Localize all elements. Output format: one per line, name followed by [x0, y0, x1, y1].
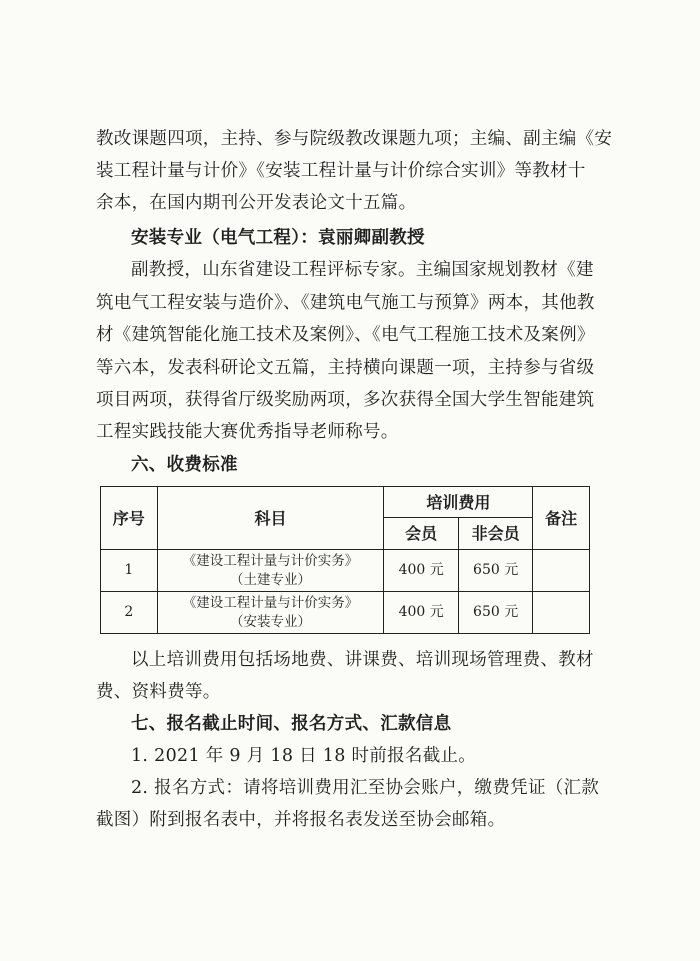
item-2-line-2: 截图）附到报名表中，并将报名表发送至协会邮箱。 [96, 810, 506, 830]
header-remark: 备注 [533, 487, 590, 550]
header-fee-group: 培训费用 [384, 487, 533, 518]
bio-line-6: 工程实践技能大赛优秀指导老师称号。 [96, 422, 399, 442]
row-subject [157, 550, 384, 592]
bio-line-1: 副教授，山东省建设工程评标专家。主编国家规划教材《建 [131, 260, 594, 280]
fee-note-line-2: 费、资料费等。 [96, 682, 221, 702]
header-subject: 科目 [157, 487, 384, 550]
intro-line-1: 教改课题四项，主持、参与院级教改课题九项；主编、副主编《安 [96, 129, 613, 149]
item-1: 1. 2021 年 9 月 18 日 18 时前报名截止。 [131, 746, 477, 766]
table-row [101, 592, 590, 634]
row-seq: 2 [101, 592, 158, 634]
subject-line-1: 《建设工程计量与计价实务》 [182, 552, 359, 569]
row-non-member-fee: 650 元 [458, 592, 532, 634]
row-subject [157, 592, 384, 634]
table-row [101, 550, 590, 592]
row-seq: 1 [101, 550, 158, 592]
header-seq: 序号 [101, 487, 158, 550]
row-remark [533, 592, 590, 634]
row-non-member-fee: 650 元 [458, 550, 532, 592]
bio-line-2: 筑电气工程安装与造价》、《建筑电气施工与预算》两本，其他教 [96, 293, 595, 313]
subject-line-2: （安装专业） [229, 613, 311, 630]
row-member-fee: 400 元 [384, 550, 458, 592]
bio-line-3: 材《建筑智能化施工技术及案例》、《电气工程施工技术及案例》 [96, 325, 595, 345]
header-non-member: 非会员 [458, 518, 532, 550]
row-remark [533, 550, 590, 592]
subject-line-1: 《建设工程计量与计价实务》 [182, 594, 359, 611]
section7-heading: 七、报名截止时间、报名方式、汇款信息 [131, 714, 452, 734]
intro-line-3: 余本，在国内期刊公开发表论文十五篇。 [96, 193, 417, 213]
section6-heading: 六、收费标准 [131, 455, 238, 475]
bio-line-5: 项目两项，获得省厅级奖励两项，多次获得全国大学生智能建筑 [96, 390, 595, 410]
row-member-fee: 400 元 [384, 592, 458, 634]
subject-line-2: （土建专业） [229, 571, 311, 588]
item-2-line-1: 2. 报名方式：请将培训费用汇至协会账户，缴费凭证（汇款 [131, 778, 600, 798]
bio-line-4: 等六本，发表科研论文五篇，主持横向课题一项，主持参与省级 [96, 358, 595, 378]
intro-line-2: 装工程计量与计价》《安装工程计量与计价综合实训》等教材十 [96, 161, 586, 181]
expert-heading: 安装专业（电气工程）：袁丽卿副教授 [131, 228, 425, 248]
header-member: 会员 [384, 518, 458, 550]
fee-note-line-1: 以上培训费用包括场地费、讲课费、培训现场管理费、教材 [131, 650, 594, 670]
fee-table [100, 486, 590, 634]
